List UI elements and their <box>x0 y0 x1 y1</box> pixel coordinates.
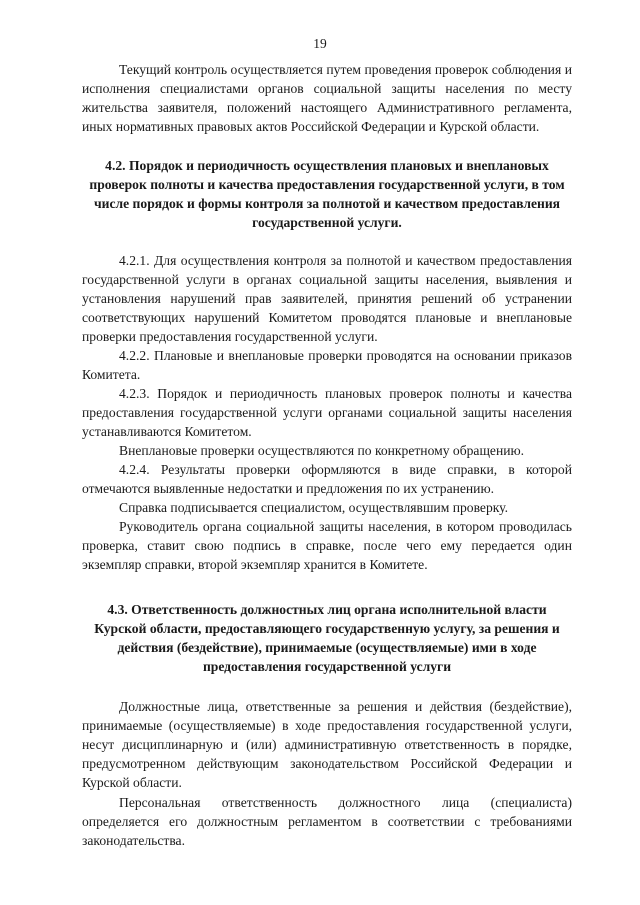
paragraph-4-2-4: 4.2.4. Результаты проверки оформляются в виде справки, в которой отмечаются выявленные недостатки и предложения по их устранению. <box>82 462 572 496</box>
document-body <box>82 60 572 850</box>
paragraph-head-of-body: Руководитель органа социальной защиты населения, в котором проводилась проверка, ставит свою подпись в справке, после чего ему передается один экземпляр справки, второй экземпляр хранится в Комитете. <box>82 519 572 572</box>
paragraph-officials-responsibility: Должностные лица, ответственные за решения и действия (бездействие), принимаемые (осуществляемые) в ходе предоставления государственной услуги, несут дисциплинарную и (или) административную ответственность в порядке, предусмотренном действующим законодательством Российской Федерации и Курской области. <box>82 699 572 790</box>
paragraph-4-2-3: 4.2.3. Порядок и периодичность плановых проверок полноты и качества предоставления государственной услуги органами социальной защиты населения устанавливаются Комитетом. <box>82 386 572 439</box>
page-number: 19 <box>313 36 327 51</box>
paragraph-personal-responsibility: Персональная ответственность должностного лица (специалиста) определяется его должностным регламентом в соответствии с требованиями законодательства. <box>82 795 572 848</box>
section-heading-4-2: 4.2. Порядок и периодичность осуществления плановых и внеплановых проверок полноты и качества предоставления государственной услуги, в том числе порядок и формы контроля за полнотой и качеством предоставления государственной услуги. <box>89 158 565 230</box>
section-heading-4-3: 4.3. Ответственность должностных лиц органа исполнительной власти Курской области, предоставляющего государственную услугу, за решения и действия (бездействие), принимаемые (осуществляемые) ими в ходе предоставления государственной услуги <box>94 602 560 674</box>
paragraph-report-signature: Справка подписывается специалистом, осуществлявшим проверку. <box>119 500 508 515</box>
paragraph-unplanned-inspections: Внеплановые проверки осуществляются по конкретному обращению. <box>119 443 525 458</box>
paragraph-4-2-2: 4.2.2. Плановые и внеплановые проверки проводятся на основании приказов Комитета. <box>82 348 572 382</box>
intro-paragraph: Текущий контроль осуществляется путем проведения проверок соблюдения и исполнения специалистами органов социальной защиты населения по месту жительства заявителя, положений настоящего Административного регламента, иных нормативных правовых актов Российской Федерации и Курской области. <box>82 62 572 134</box>
paragraph-4-2-1: 4.2.1. Для осуществления контроля за полнотой и качеством предоставления государственной услуги в органах социальной защиты населения, выявления и установления нарушений прав заявителей, принятия решений об устранении соответствующих нарушений Комитетом проводятся плановые и внеплановые проверки предоставления государственной услуги. <box>82 253 572 344</box>
